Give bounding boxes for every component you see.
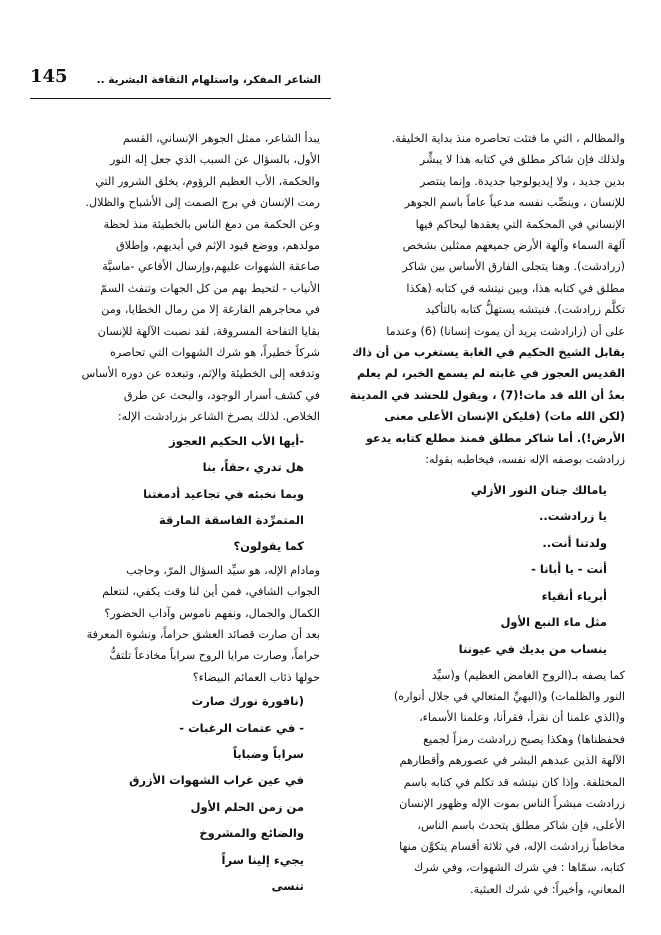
right-column	[335, 128, 625, 900]
text-line: صاعقة الشهوات عليهم،وإرسال الأفاعي -ماسيَّة	[102, 260, 320, 274]
poem-verse: من زمن الحلم الأول	[190, 799, 304, 814]
text-line: الإنساني في المحكمة التي يعقدها ليحاكم فيها	[415, 217, 625, 231]
poem-verse: والضائع والمشروخ	[199, 826, 304, 841]
poem-verse: كما يقولون؟	[233, 539, 304, 554]
poem-verse: - في عتمات الرغبات -	[179, 720, 304, 735]
text-line: شركاً خطيراً، هو شرك الشهوات التي تحاصره	[110, 346, 320, 360]
text-line: الكمال والجمال، ونفهم ناموس وآداب الحضور؟	[104, 606, 320, 620]
text-line: الأعلى، فإن شاكر مطلق يتحدث باسم الناس،	[417, 818, 625, 832]
text-line-bold: (لكن الله مات) (فليكن الإنسان الأعلى معنى	[384, 410, 625, 424]
text-line: بدين جديد ، ولا إيديولوجيا جديدة. وإنما ينتصر	[420, 174, 625, 188]
paragraph-description	[335, 663, 625, 900]
text-line: المختلفة. وإذا كان نيتشه قد تكلم في كتابه باسم	[403, 775, 625, 789]
paragraph-question	[30, 560, 320, 688]
page-number: 145	[30, 66, 68, 87]
poem-block	[335, 471, 625, 663]
text-line: مطلق في كتابه هذا، وبين نيتشه في كتابه (هكذا	[406, 281, 625, 295]
poem-verse: ولدتنا أنت..	[542, 535, 607, 550]
text-line-bold: يقابل الشيخ الحكيم في الغابة يستغرب من أن ذاك	[352, 346, 625, 360]
text-line: الآلهة الذين عبدهم البشر في عصورهم وأقطارهم	[399, 754, 625, 768]
left-column	[30, 128, 320, 899]
text-line: الأول، بالسؤال عن السبب الذي جعل إله النور	[109, 153, 320, 167]
poem-verse: (نافورة نورك صارت	[191, 694, 304, 709]
poem-block	[30, 428, 320, 560]
text-line: ومادام الإله، هو سيِّد السؤال المرّ، وحاجب	[126, 563, 320, 577]
poem-verse: وبما نخبئه في تجاعيد أدمغتنا	[143, 486, 304, 501]
text-line-bold: بعدُ أن الله قد مات!(7) ، ويقول للحشد في المدينة	[349, 388, 625, 402]
text-line: ولذلك فإن شاكر مطلق في كتابه هذا لا يبشِّر	[419, 153, 625, 167]
poem-verse: يامالك جنان النور الأزلي	[470, 482, 607, 497]
poem-block	[30, 688, 320, 899]
text-line: النور والظلمات) و(البهيِّ المتعالي في جلال أنواره)	[393, 690, 625, 704]
poem-verse: أبرياء أنقياء	[541, 588, 607, 603]
poem-verse: أنت - يا أبانا -	[531, 562, 607, 577]
poem-verse: سراباً وضباباً	[233, 746, 304, 761]
text-line: كما يصفه بـ(الروح الغامض العظيم) و(سيِّد	[431, 668, 625, 682]
text-line-bold: القديس العجوز في غابته لم يسمع الخبر، لم يعلم	[356, 367, 625, 381]
text-line: والمظالم ، التي ما فتئت تحاصره منذ بداية الخليقة.	[391, 132, 625, 145]
header-divider	[30, 98, 331, 99]
text-line: (زرادشت). وهنا يتجلى الفارق الأساس بين شاكر	[402, 260, 625, 274]
poem-verse: في عين غراب الشهوات الأزرق	[129, 773, 304, 788]
poem-verse: مثل ماء النبع الأول	[500, 615, 607, 630]
text-line: حراماً، وصارت مرايا الروح سراباً مخادعاً تلتفُّ	[109, 649, 320, 663]
poem-verse: المتمرِّدة الفاسقة المارقة	[158, 512, 304, 527]
poem-verse: يجيء إلينا سراً	[221, 852, 304, 867]
text-line: و(الذي علمنا أن نقرأ، فقرأنا، وعلمنا الأسماء،	[419, 711, 625, 725]
text-line: فحفظناها) وهكذا يصبح زرادشت رمزاً لجميع	[423, 732, 625, 746]
text-line: كتابه، سمّاها : في شرك الشهوات، وفي شرك	[413, 861, 625, 875]
text-line-bold: الأرض!). أما شاكر مطلق فمنذ مطلع كتابه يدعو	[366, 431, 625, 445]
text-line: رمت الإنسان في برج الصمت إلى الأشباح والظلال.	[85, 196, 320, 210]
text-line: بقايا التفاحة المسروقة. لقد نصبت الآلهة للإنسان	[97, 324, 320, 338]
poem-verse: -أيها الأب الحكيم العجوز	[169, 433, 304, 448]
text-line: مخاطباً زرادشت الإله، في ثلاثة أقسام يتكوَّن منها	[399, 839, 625, 853]
text-line: الخلاص. لذلك يصرخ الشاعر بزرادشت الإله:	[117, 410, 320, 424]
text-line: مولدهم، ووضع قيود الإثم في أيديهم، وإطلاق	[115, 239, 320, 253]
text-line: زرادشت بوصفه الإله نفسه، فيخاطبه بقوله:	[425, 453, 625, 467]
text-line: بعد أن صارت قصائد العشق حراماً، ونشوة المعرفة	[86, 627, 320, 641]
text-line: الأنياب - لتحيط بهم من كل الجهات وتنفث السمّ	[100, 281, 320, 295]
text-line: في محاجرهم الفارغة إلا من رمال الخطايا، ومن	[101, 303, 320, 317]
text-line: وعن الحكمة من دمغ الناس بالخطيئة منذ لحظة	[103, 217, 320, 231]
poem-verse: يا زرادشت..	[539, 509, 607, 524]
text-line: المعاني، وأخيراً: في شرك العبثية.	[470, 882, 625, 896]
text-line: تكلَّم زرادشت). فنيتشه يستهلُّ كتابه بالتأكيد	[425, 303, 625, 317]
text-line: للإنسان ، وينصِّب نفسه مدعياً عاماً باسم الجوهر	[404, 196, 625, 210]
running-title: الشاعر المفكر، واستلهام الثقافة البشرية ..	[96, 74, 321, 86]
text-line: آلهة السماء وآلهة الأرض جميعهم ممثلين بشخص	[402, 239, 625, 253]
paragraph-intro	[335, 128, 625, 471]
text-line: على أن (زارادشت يريد أن يموت إنسانا) (6) وعندما	[386, 324, 625, 338]
text-line: في كشف أسرار الوجود، والبحث عن طرق	[123, 388, 320, 402]
text-line: والحكمة، الأب العظيم الرؤوم، يخلق الشرور التي	[95, 174, 320, 188]
paragraph-first-section	[30, 128, 320, 428]
text-line: زرادشت مبشراً الناس بموت الإله وظهور الإنسان	[399, 797, 625, 811]
text-line: يبدأ الشاعر، ممثل الجوهر الإنساني، القسم	[122, 132, 320, 145]
poem-verse: تنسى	[271, 879, 304, 893]
poem-verse: ينساب من يديك في عيوننا	[458, 642, 607, 657]
poem-verse: هل تدري ،حقاً، بنا	[202, 460, 304, 475]
text-line: حولها ذئاب العمائم البيضاء؟	[192, 670, 320, 684]
text-line: الجواب الشافي، فمن أين لنا وقت يكفي، لنتعلم	[102, 585, 320, 599]
text-line: وتدفعه إلى الخطيئة والإثم، وتبعده عن دوره الأساس	[81, 367, 320, 381]
